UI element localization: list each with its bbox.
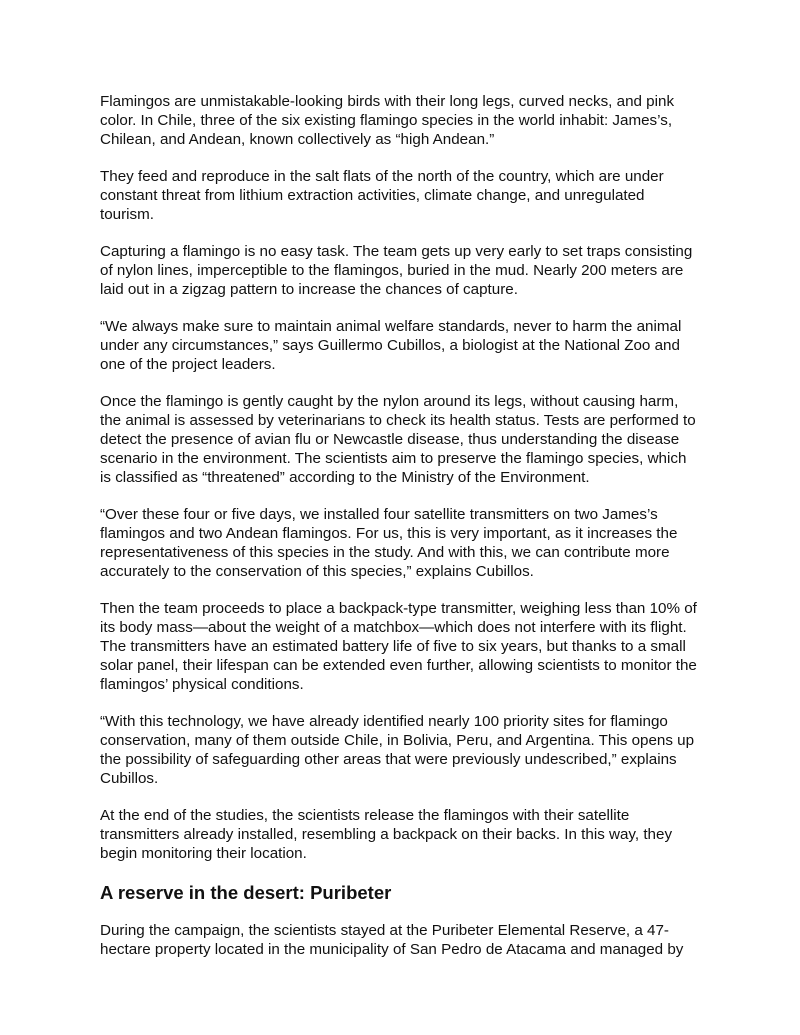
document-page [100,92,700,977]
paragraph-capture: Capturing a flamingo is no easy task. The team gets up very early to set traps consisting of nylon lines, imperceptible to the flamingos, buried in the mud. Nearly 200 meters are laid out in a zigzag pattern to increase the chances of capture. [100,243,693,298]
paragraph-habitat: They feed and reproduce in the salt flats of the north of the country, which are under constant threat from lithium extraction activities, climate change, and unregulated tourism. [100,168,664,223]
paragraph-priority-sites-quote: “With this technology, we have already identified nearly 100 priority sites for flamingo conservation, many of them outside Chile, in Bolivia, Peru, and Argentina. This opens up the possibility of safeguarding other areas that were previously undescribed,” explains Cubillos. [100,713,695,787]
paragraph-release: At the end of the studies, the scientists release the flamingos with their satellite transmitters already installed, resembling a backpack on their backs. In this way, they begin monitoring their location. [100,807,673,862]
paragraph-assessment: Once the flamingo is gently caught by the nylon around its legs, without causing harm, the animal is assessed by veterinarians to check its health status. Tests are performed to detect the presence of avian flu or Newcastle disease, thus understanding the disease scenario in the environment. The scientists aim to preserve the flamingo species, which is classified as “threatened” according to the Ministry of the Environment. [100,393,696,486]
paragraph-transmitters-quote: “Over these four or five days, we installed four satellite transmitters on two James’s flamingos and two Andean flamingos. For us, this is very important, as it increases the representativeness of this species in the study. And with this, we can contribute more accurately to the conservation of this species,” explains Cubillos. [100,506,678,580]
paragraph-backpack: Then the team proceeds to place a backpack-type transmitter, weighing less than 10% of its body mass—about the weight of a matchbox—which does not interfere with its flight. The transmitters have an estimated battery life of five to six years, but thanks to a small solar panel, their lifespan can be extended even further, allowing scientists to monitor the flamingos’ physical conditions. [100,600,697,693]
paragraph-welfare-quote: “We always make sure to maintain animal welfare standards, never to harm the animal under any circumstances,” says Guillermo Cubillos, a biologist at the National Zoo and one of the project leaders. [100,318,682,373]
paragraph-reserve: During the campaign, the scientists stayed at the Puribeter Elemental Reserve, a 47-hectare property located in the municipality of San Pedro de Atacama and managed by [100,922,684,958]
paragraph-intro: Flamingos are unmistakable-looking birds with their long legs, curved necks, and pink color. In Chile, three of the six existing flamingo species in the world inhabit: James’s, Chilean, and Andean, known collectively as “high Andean.” [100,93,675,148]
section-heading: A reserve in the desert: Puribeter [100,882,392,903]
